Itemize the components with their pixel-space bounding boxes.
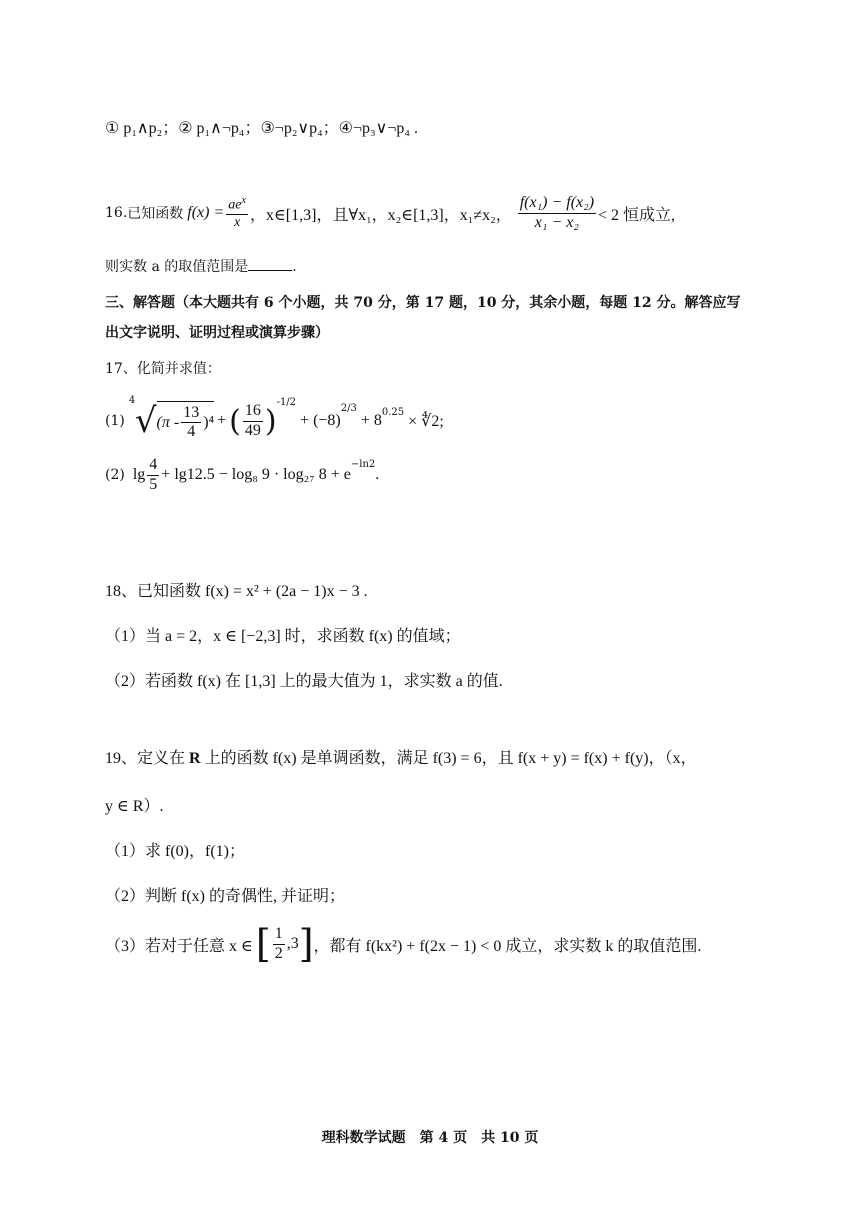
q16-fraction: $\frac{ae^x}{x}$ (228, 195, 246, 230)
q18-part1: （1）当 a = 2，x ∈ [−2,3] 时，求函数 f(x) 的值域； (105, 628, 461, 645)
q19-part2: （2）判断 f(x) 的奇偶性, 并证明； (105, 888, 345, 905)
q16-inequality-fraction: $\frac{\text{f(x₁) − f(x₂)}}{\text{x₁ − x₂}}$ (519, 194, 595, 231)
q16-inequality-tail: < 2 恒成立, (598, 206, 676, 224)
q19-part1: （1）求 f(0)，f(1)； (105, 843, 245, 860)
real-numbers-symbol: R (189, 750, 201, 767)
q19-title-line2: y ∈ R）. (105, 798, 164, 815)
q16-line1 (105, 193, 675, 233)
q17-part2: (2) lg $\frac{4}{5}$ + lg12.5 − log₈ 9 · log₂₇ 8 + e $^{-ln2}$ . (105, 456, 380, 493)
q16-f-def: f(x) = (187, 204, 225, 221)
section3-line2: 出文字说明、证明过程或演算步骤） (105, 325, 329, 341)
q16-number: 16. (105, 205, 128, 221)
q17-part1: (1) 4 √ (π - $\frac{13}{4}$ )⁴ + ( $\frac{16}{49}$ ) $^{-1/2}$ + (−8) $^{2/3}$ + 8 $^{0.25}$ × ∜2; (105, 395, 444, 441)
q17-frac-16-49: $\frac{16}{49}$ (244, 402, 261, 439)
radical: 4 √ (128, 395, 157, 441)
q18-title: 18、已知函数 f(x) = x² + (2a − 1)x − 3 . (105, 583, 368, 600)
page-footer: 理科数学试题 第 4 页 共 10 页 (321, 1130, 539, 1146)
q16-prefix: 已知函数 (127, 206, 184, 222)
q15-options: ① p₁∧p₂；② p₁∧¬p₄；③¬p₂∨p₄；④¬p₃∨¬p₄ . (105, 120, 418, 137)
answer-blank (248, 258, 292, 271)
q16-domain: ，x∈[1,3]，且∀x₁，x₂∈[1,3]，x₁≠x₂， (249, 206, 512, 224)
radicand: (π - $\frac{13}{4}$ )⁴ (157, 401, 215, 442)
q17-title: 17、化简并求值： (105, 361, 221, 377)
exp-neg-half: -1/2 (276, 397, 297, 408)
q19-frac-1-2: $\frac{1}{2}$ (274, 925, 283, 962)
q17-frac-4-5: $\frac{4}{5}$ (149, 456, 158, 493)
q19-title: 19、定义在 R 上的函数 f(x) 是单调函数，满足 f(3) = 6，且 f(x + y) = f(x) + f(y)，（x， (105, 750, 697, 767)
section3-line1: 三、解答题（本大题共有 6 个小题，共 70 分，第 17 题，10 分，其余小题，每题 12 分。解答应写 (105, 295, 741, 311)
q19-part3: （3）若对于任意 x ∈ [ $\frac{1}{2}$ ,3 ] ，都有 f(kx²) + f(2x − 1) < 0 成立，求实数 k 的取值范围. (105, 922, 702, 966)
q16-line2: 则实数 a 的取值范围是 . (105, 259, 297, 275)
q18-part2: （2）若函数 f(x) 在 [1,3] 上的最大值为 1，求实数 a 的值. (105, 673, 503, 690)
